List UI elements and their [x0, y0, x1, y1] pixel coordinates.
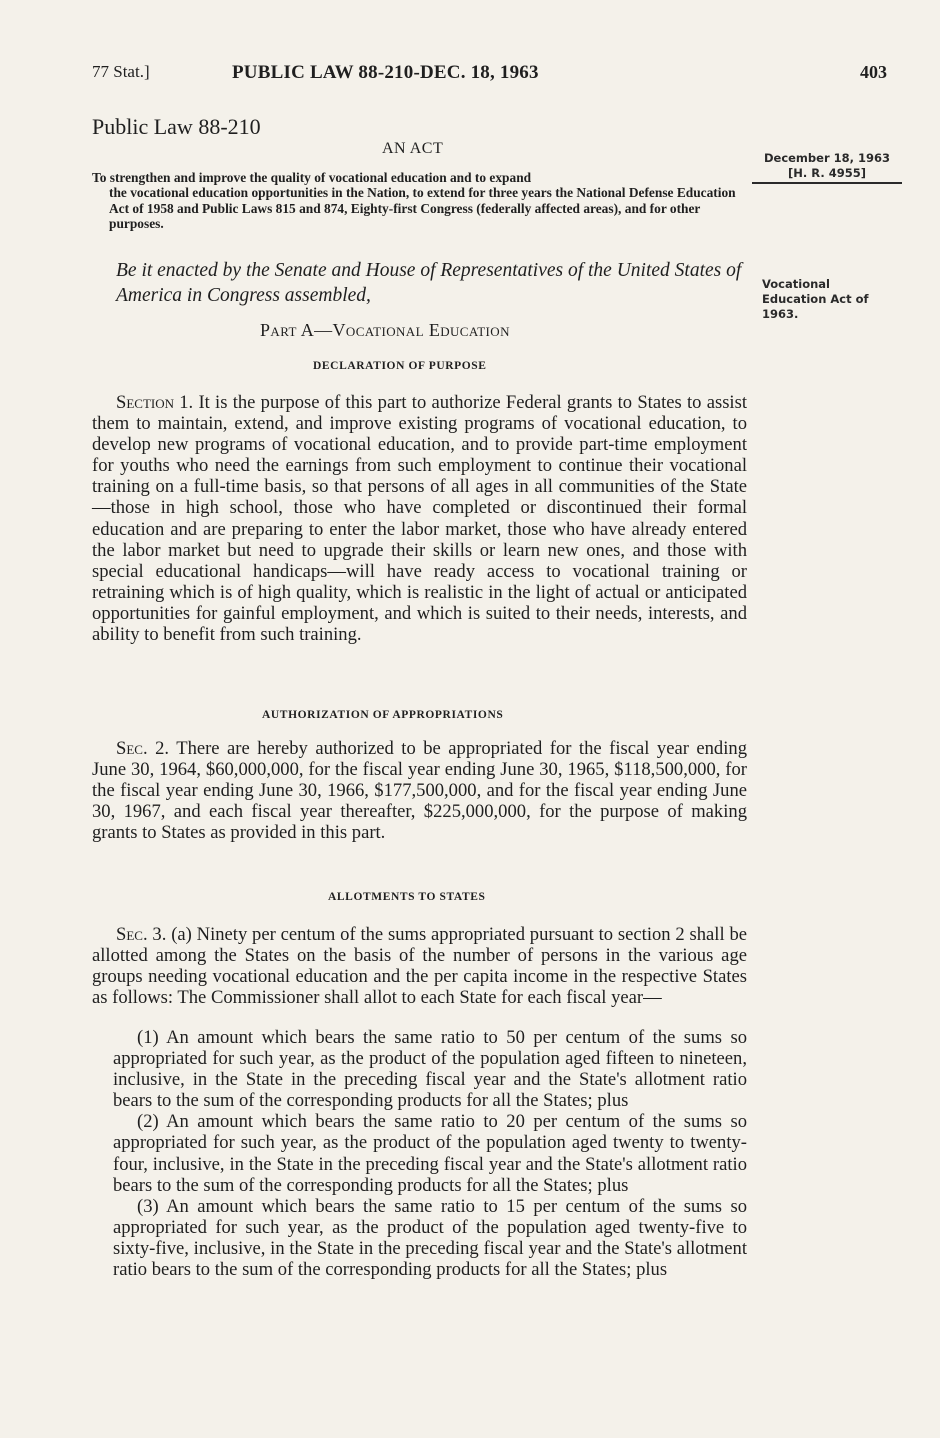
act-title-first-line: To strengthen and improve the quality of vocational education and to expand [92, 170, 532, 185]
section-paragraph [92, 392, 747, 645]
act-title [92, 170, 752, 232]
section-text: There are hereby authorized to be appropriated for the fiscal year ending June 30, 1964, $60,000,000, for the fiscal year ending June 30, 1965, $118,500,000, for the fiscal year ending June 30, 1966, $177,500,000, and for the fiscal year ending June 30, 1967, and each fiscal year thereafter, $225,000,000, for the purpose of making grants to States as provided in this part. [92, 738, 747, 844]
part-heading-text: Part A—Vocational Education [260, 320, 510, 340]
section-lead: Sec. 2. [116, 738, 170, 759]
an-act-heading: AN ACT [382, 140, 444, 157]
section-paragraph [92, 924, 747, 1008]
list-item-text: (2) An amount which bears the same ratio to 20 per centum of the sums so appropriated for such year, as the product of the population aged twenty to twenty-four, inclusive, in the State in the preceding fiscal year and the State's allotment ratio bears to the sum of the corresponding products for all the States; plus [113, 1111, 747, 1196]
margin-note-date [752, 151, 902, 184]
list-item [113, 1111, 747, 1196]
allotment-items [113, 1027, 747, 1281]
law-label: Public Law 88-210 [92, 114, 261, 139]
margin-note-short-title: Vocational Education Act of 1963. [762, 277, 869, 321]
page-number: 403 [860, 62, 887, 82]
section-text: It is the purpose of this part to authorize Federal grants to States to assist them to maintain, extend, and improve existing programs of vocational education, to develop new programs of vocational education, and to provide part-time employment for youths who need the earnings from such employment to continue their vocational training on a full-time basis, so that persons of all ages in all communities of the State—those in high school, those who have completed or discontinued their formal education and are preparing to enter the labor market, those who have already entered the labor market but need to upgrade their skills or learn new ones, and those with special educational handicaps—will have ready access to vocational training or retraining which is of high quality, which is realistic in the light of actual or anticipated opportunities for gainful employment, and which is suited to their needs, interests, and ability to benefit from such training. [92, 392, 748, 646]
list-item [113, 1027, 747, 1112]
running-header: PUBLIC LAW 88-210-DEC. 18, 1963 [232, 62, 539, 83]
section-paragraph [92, 738, 747, 843]
bill-number: [H. R. 4955] [752, 166, 902, 184]
list-item [113, 1195, 747, 1281]
list-item-text: (3) An amount which bears the same ratio to 15 per centum of the sums so appropriated for such year, as the product of the population aged twenty-five to sixty-five, inclusive, in the State in the preceding fiscal year and the State's allotment ratio bears to the sum of the corresponding products for all the States; plus [113, 1195, 747, 1281]
enacting-clause: Be it enacted by the Senate and House of Representatives of the United States of America in Congress assembled, [116, 260, 742, 306]
act-title-rest: the vocational education opportunities in the Nation, to extend for three years the National Defense Education Act of 1958 and Public Laws 815 and 874, Eighty-first Congress (federally affected areas), and for other purposes. [109, 185, 736, 232]
section-lead: Section 1. [116, 392, 194, 413]
section-lead: Sec. 3. [116, 924, 167, 945]
volume-reference: 77 Stat.] [92, 62, 150, 81]
section-heading: DECLARATION OF PURPOSE [313, 360, 487, 372]
section-text: (a) Ninety per centum of the sums appropriated pursuant to section 2 shall be allotted among the States on the basis of the number of persons in the various age groups needing vocational education and the per capita income in the respective States as follows: The Commissioner shall allot to each State for each fiscal year— [92, 924, 747, 1009]
section-heading: AUTHORIZATION OF APPROPRIATIONS [262, 709, 504, 721]
enactment-date: December 18, 1963 [763, 151, 891, 165]
part-heading [260, 320, 510, 341]
list-item-text: (1) An amount which bears the same ratio to 50 per centum of the sums so appropriated for such year, as the product of the population aged fifteen to nineteen, inclusive, in the State in the preceding fiscal year and the State's allotment ratio bears to the sum of the corresponding products for all the States; plus [113, 1027, 747, 1112]
section-heading: ALLOTMENTS TO STATES [328, 891, 486, 903]
